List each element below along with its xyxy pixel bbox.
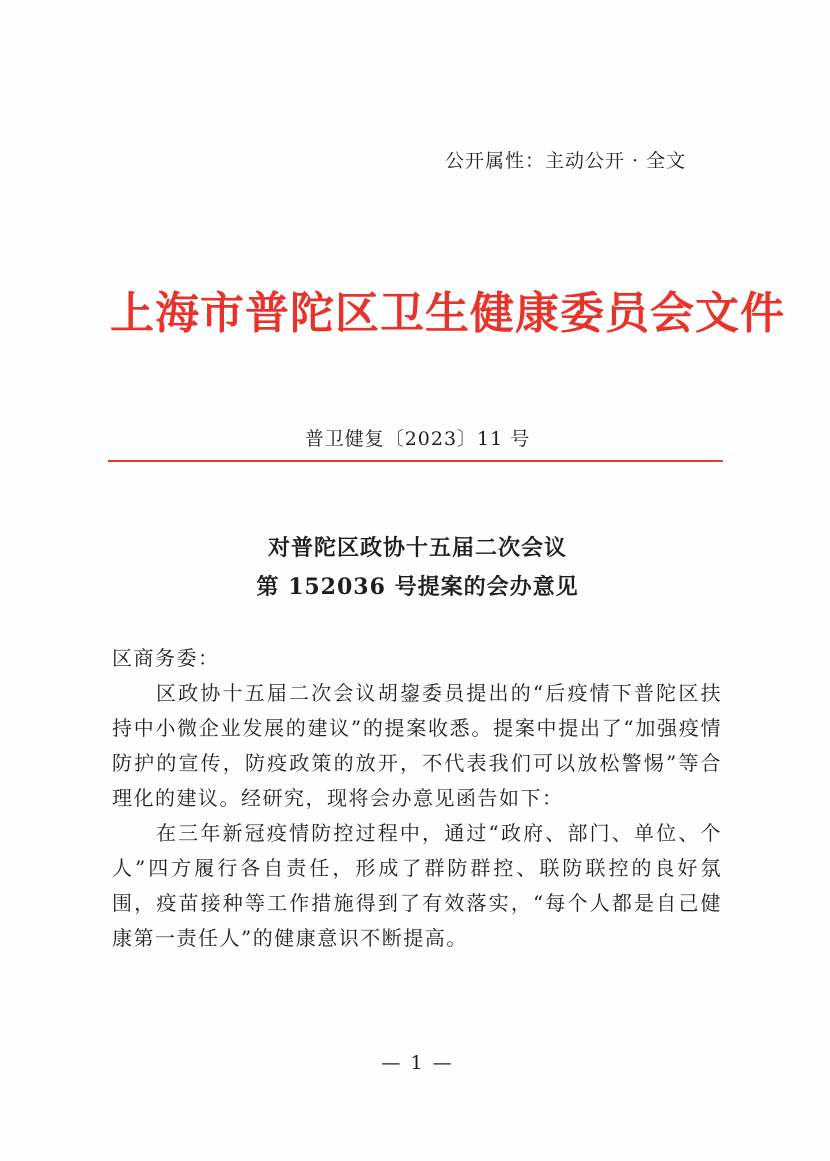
masthead-title: 上海市普陀区卫生健康委员会文件 <box>110 288 785 339</box>
page-number: — 1 — <box>381 1052 454 1074</box>
disclosure-attribute: 公开属性：主动公开 · 全文 <box>445 150 687 172</box>
salutation: 区商务委： <box>112 646 220 670</box>
document-title-line-1: 对普陀区政协十五届二次会议 <box>267 535 567 561</box>
red-divider-line <box>108 460 723 462</box>
document-body <box>112 641 722 956</box>
document-number: 普卫健复〔2023〕11 号 <box>304 428 531 450</box>
body-paragraph-2: 在三年新冠疫情防控过程中，通过“政府、部门、单位、个人”四方履行各自责任，形成了群防群控、联防联控的良好氛围，疫苗接种等工作措施得到了有效落实，“每个人都是自己健康第一责任人”的健康意识不断提高。 <box>112 821 722 950</box>
body-paragraph-1: 区政协十五届二次会议胡鋆委员提出的“后疫情下普陀区扶持中小微企业发展的建议”的提案收悉。提案中提出了“加强疫情防护的宣传，防疫政策的放开，不代表我们可以放松警惕”等合理化的建议。经研究，现将会办意见函告如下： <box>112 681 722 810</box>
document-title-line-2: 第 152036 号提案的会办意见 <box>256 574 579 600</box>
